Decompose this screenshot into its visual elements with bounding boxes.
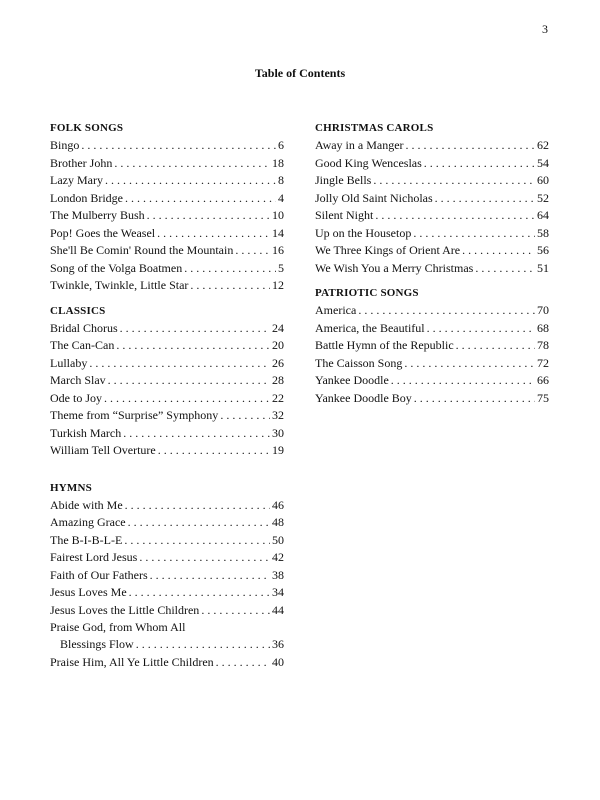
toc-entry-title: London Bridge (50, 190, 123, 205)
toc-entry-page: 78 (537, 338, 549, 352)
page-title: Table of Contents (254, 66, 346, 80)
dot-leader (424, 155, 535, 173)
dot-leader (414, 390, 535, 408)
toc-entry-title: Lullaby (50, 355, 88, 370)
dot-leader (104, 390, 270, 408)
toc-entry-page: 51 (537, 260, 549, 275)
toc-entry-title: Turkish March (50, 425, 122, 440)
dot-leader (123, 425, 270, 443)
toc-entry-page: 56 (537, 243, 549, 257)
toc-entry[interactable] (315, 242, 549, 260)
toc-entry-page: 24 (272, 320, 284, 335)
dot-leader (413, 225, 535, 243)
dot-leader (456, 337, 535, 355)
toc-entry-page: 75 (537, 390, 549, 405)
toc-entry[interactable] (50, 442, 284, 460)
toc-entry-page: 14 (272, 225, 284, 240)
toc-entry[interactable] (50, 602, 284, 620)
toc-entry-title: Pop! Goes the Weasel (50, 225, 156, 240)
toc-entry-page: 62 (537, 138, 549, 152)
dot-leader (81, 137, 276, 155)
toc-entry-title: Faith of Our Fathers (50, 567, 148, 582)
toc-entry-title: Bingo (50, 138, 80, 152)
toc-entry-page: 22 (272, 390, 284, 405)
toc-entry-page: 32 (272, 408, 284, 422)
toc-entry-title: The B-I-B-L-E (50, 532, 123, 547)
dot-leader (139, 549, 270, 567)
toc-entry[interactable] (315, 137, 549, 155)
toc-entry-page: 10 (272, 208, 284, 222)
dot-leader (404, 355, 535, 373)
toc-entry[interactable] (50, 260, 284, 278)
dot-leader (116, 337, 270, 355)
toc-entry-title: Abide with Me (50, 497, 123, 512)
dot-leader (406, 137, 535, 155)
section-hymns (50, 480, 284, 672)
toc-entry-title: Lazy Mary (50, 173, 103, 187)
toc-entry-page: 28 (272, 373, 284, 387)
toc-entry[interactable] (50, 242, 284, 260)
toc-entry-title: Jolly Old Saint Nicholas (315, 190, 433, 205)
toc-entry[interactable] (50, 654, 284, 672)
section-heading: CHRISTMAS CAROLS (315, 122, 434, 134)
toc-entry-page: 64 (537, 208, 549, 222)
toc-entry-page: 30 (272, 425, 284, 440)
toc-entry-page: 34 (272, 585, 284, 599)
section-heading: CLASSICS (50, 304, 106, 317)
toc-entry-title: Brother John (50, 155, 113, 170)
dot-leader (158, 442, 270, 460)
toc-entry-title: Praise Him, All Ye Little Children (50, 654, 214, 669)
dot-leader (147, 207, 270, 225)
toc-entry-page: 18 (272, 155, 284, 170)
section-heading: PATRIOTIC SONGS (315, 287, 419, 299)
toc-entry-title: Up on the Housetop (315, 225, 412, 240)
toc-entry-page: 8 (278, 173, 284, 187)
toc-entry-page: 16 (272, 243, 284, 257)
dot-leader (150, 567, 270, 585)
section-patriotic-songs (315, 285, 549, 407)
toc-entry-title: Ode to Joy (50, 390, 102, 405)
toc-entry[interactable] (50, 514, 284, 532)
toc-entry-title-line2: Blessings Flow (60, 637, 134, 651)
toc-entry-page: 42 (272, 550, 284, 564)
dot-leader (108, 372, 270, 390)
toc-entry-title: Silent Night (315, 208, 374, 222)
toc-entry-title: Fairest Lord Jesus (50, 550, 138, 564)
toc-entry[interactable] (315, 260, 549, 278)
toc-entry-title: The Mulberry Bush (50, 208, 145, 222)
toc-entry-page: 20 (272, 338, 284, 352)
toc-entry-page: 38 (272, 567, 284, 582)
toc-entry[interactable] (315, 320, 549, 338)
toc-entry[interactable] (50, 532, 284, 550)
toc-entry[interactable] (50, 155, 284, 173)
toc-entry[interactable] (315, 372, 549, 390)
toc-entry-title: Bridal Chorus (50, 320, 118, 335)
toc-entry[interactable] (50, 190, 284, 208)
toc-entry-title: William Tell Overture (50, 443, 156, 457)
toc-entry-title: Away in a Manger (315, 138, 404, 152)
toc-entry-title-line1: Praise God, from Whom All (50, 620, 186, 634)
toc-entry[interactable] (315, 207, 549, 225)
toc-entry-page: 66 (537, 373, 549, 387)
section-classics (50, 303, 284, 460)
dot-leader (89, 355, 270, 373)
dot-leader (129, 584, 270, 602)
toc-entry[interactable] (315, 390, 549, 408)
toc-entry[interactable] (50, 425, 284, 443)
dot-leader (124, 532, 270, 550)
dot-leader (235, 242, 270, 260)
toc-entry-page: 26 (272, 355, 284, 370)
toc-entry[interactable] (50, 172, 284, 190)
toc-entry-title: She'll Be Comin' Round the Mountain (50, 243, 234, 257)
dot-leader (427, 320, 535, 338)
toc-entry-page: 68 (537, 320, 549, 335)
section-heading: FOLK SONGS (50, 122, 124, 134)
dot-leader (105, 172, 276, 190)
toc-entry[interactable] (50, 320, 284, 338)
toc-entry-page: 58 (537, 225, 549, 240)
toc-entry-title: March Slav (50, 373, 106, 387)
toc-entry-page: 70 (537, 303, 549, 317)
dot-leader (475, 260, 535, 278)
dot-leader (435, 190, 535, 208)
dot-leader (114, 155, 270, 173)
toc-entry-title: Jesus Loves the Little Children (50, 602, 200, 617)
dot-leader (128, 514, 270, 532)
dot-leader (220, 407, 270, 425)
toc-entry[interactable] (315, 172, 549, 190)
toc-entry-page: 48 (272, 515, 284, 529)
toc-entry-title: Twinkle, Twinkle, Little Star (50, 278, 189, 292)
toc-entry-title: Yankee Doodle Boy (315, 390, 412, 405)
toc-entry[interactable] (50, 619, 284, 654)
toc-entry[interactable] (50, 225, 284, 243)
toc-entry-page: 60 (537, 173, 549, 187)
toc-entry[interactable] (50, 372, 284, 390)
toc-entry-title: Amazing Grace (50, 515, 126, 529)
toc-entry[interactable] (315, 225, 549, 243)
toc-entry-title: Good King Wenceslas (315, 155, 422, 170)
page-number: 3 (542, 22, 548, 36)
toc-entry[interactable] (50, 584, 284, 602)
toc-entry-page: 44 (272, 602, 284, 617)
dot-leader (190, 277, 270, 295)
toc-entry-page: 36 (272, 637, 284, 651)
section-folk-songs (50, 120, 284, 295)
toc-entry[interactable] (50, 407, 284, 425)
toc-entry[interactable] (50, 567, 284, 585)
toc-entry[interactable] (315, 355, 549, 373)
toc-entry[interactable] (315, 155, 549, 173)
dot-leader (373, 172, 535, 190)
toc-entry-page: 40 (272, 654, 284, 669)
dot-leader (136, 636, 270, 653)
dot-leader (391, 372, 535, 390)
toc-entry[interactable] (315, 190, 549, 208)
toc-entry-title: The Can-Can (50, 338, 115, 352)
toc-entry[interactable] (315, 337, 549, 355)
toc-entry-title: The Caisson Song (315, 355, 403, 370)
toc-entry-title: Jesus Loves Me (50, 585, 127, 599)
dot-leader (120, 320, 270, 338)
toc-entry-page: 12 (272, 278, 284, 292)
dot-leader (125, 190, 276, 208)
toc-entry-title: America, the Beautiful (315, 320, 425, 335)
toc-entry-page: 5 (278, 260, 284, 275)
toc-entry-title: Yankee Doodle (315, 373, 389, 387)
toc-entry-page: 19 (272, 443, 284, 457)
toc-entry-page: 50 (272, 532, 284, 547)
toc-entry[interactable] (50, 549, 284, 567)
left-column (50, 120, 284, 671)
toc-entry-page: 72 (537, 355, 549, 370)
dot-leader (184, 260, 276, 278)
section-christmas-carols (315, 120, 549, 277)
toc-entry-title: We Three Kings of Orient Are (315, 243, 461, 257)
right-column (315, 120, 549, 407)
toc-entry-title: Battle Hymn of the Republic (315, 338, 454, 352)
toc-entry[interactable] (50, 337, 284, 355)
toc-entry[interactable] (50, 497, 284, 515)
toc-entry[interactable] (50, 355, 284, 373)
toc-entry[interactable] (50, 277, 284, 295)
toc-entry-page: 4 (278, 190, 284, 205)
dot-leader (216, 654, 270, 672)
toc-entry-title: Jingle Bells (315, 173, 372, 187)
toc-entry-page: 46 (272, 497, 284, 512)
toc-entry-page: 52 (537, 190, 549, 205)
dot-leader (375, 207, 535, 225)
toc-entry-title: Theme from “Surprise” Symphony (50, 408, 219, 422)
toc-entry-title: We Wish You a Merry Christmas (315, 260, 474, 275)
toc-entry[interactable] (315, 302, 549, 320)
toc-entry[interactable] (50, 137, 284, 155)
dot-leader (462, 242, 535, 260)
dot-leader (157, 225, 270, 243)
dot-leader (358, 302, 535, 320)
dot-leader (201, 602, 270, 620)
toc-entry[interactable] (50, 390, 284, 408)
dot-leader (125, 497, 270, 515)
section-heading: HYMNS (50, 481, 92, 494)
toc-entry-page: 6 (278, 138, 284, 152)
toc-entry[interactable] (50, 207, 284, 225)
toc-entry-title: America (315, 303, 357, 317)
toc-entry-title: Song of the Volga Boatmen (50, 260, 183, 275)
toc-entry-page: 54 (537, 155, 549, 170)
